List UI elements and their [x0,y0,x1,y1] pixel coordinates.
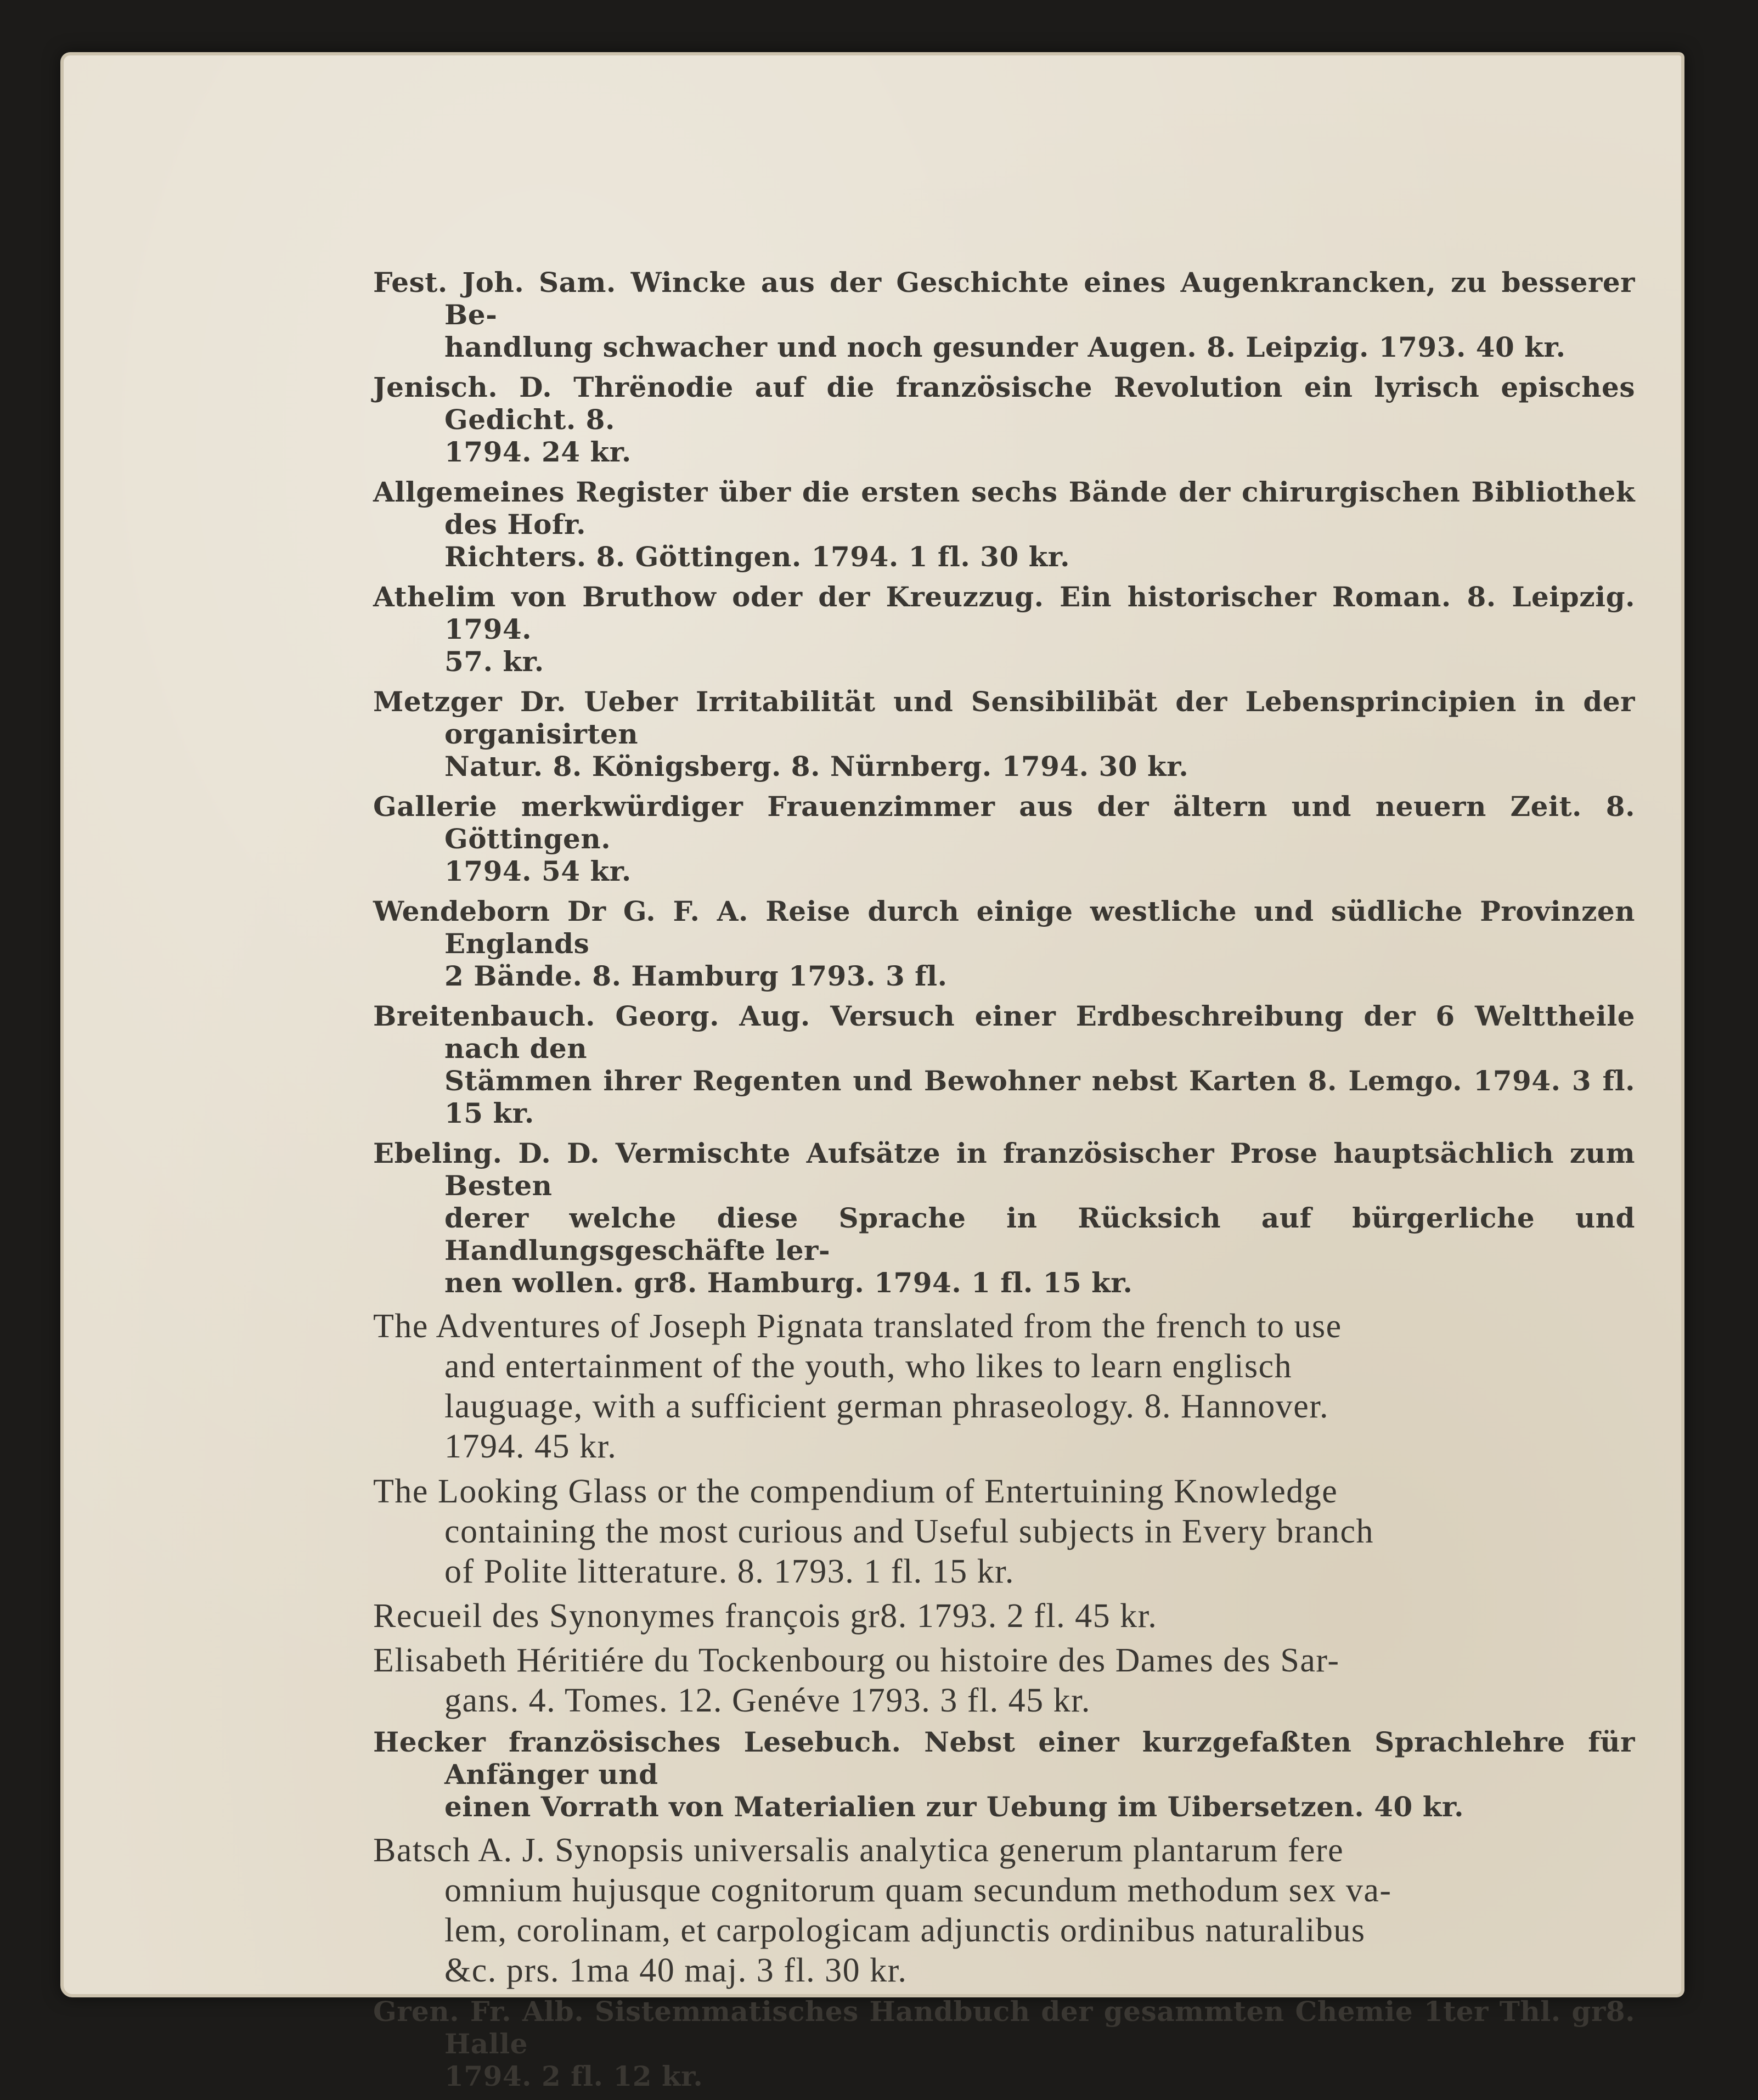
book-entry: Recueil des Synonymes françois gr8. 1793. 2 fl. 45 kr. [373,1597,1158,1635]
book-entry: The Looking Glass or the compendium of Entertuining Knowledge containing the most curious and Useful subjects in Every branch of Polite litterature. 8. 1793. 1 fl. 15 kr. [373,1472,1374,1590]
book-entry: Ebeling. D. D. Vermischte Aufsätze in französischer Prose hauptsächlich zum Besten derer welche diese Sprache in Rücksich auf bürgerliche und Handlungsgeschäfte ler- nen wollen. gr8. Hamburg. 1794. 1 fl. 15 kr. [373,1137,1635,1299]
book-entry: Athelim von Bruthow oder der Kreuzzug. Ein historischer Roman. 8. Leipzig. 1794. 57. kr. [373,581,1635,678]
book-entry: Metzger Dr. Ueber Irritabilität und Sensibilibät der Lebensprincipien in der organisirten Natur. 8. Königsberg. 8. Nürnberg. 1794. 30 kr. [373,685,1635,782]
book-entry: The Adventures of Joseph Pignata translated from the french to use and entertainment of the youth, who likes to learn englisch lauguage, with a sufficient german phraseology. 8. Hannover. 1794. 45 kr. [373,1308,1342,1466]
book-entry: Jenisch. D. Thrënodie auf die französische Revolution ein lyrisch episches Gedicht. 8. 1794. 24 kr. [373,371,1635,468]
book-entry: Gallerie merkwürdiger Frauenzimmer aus der ältern und neuern Zeit. 8. Göttingen. 1794. 54 kr. [373,790,1635,887]
book-entry: Fest. Joh. Sam. Wincke aus der Geschichte eines Augenkrancken, zu besserer Be- handlung schwacher und noch gesunder Augen. 8. Leipzig. 1793. 40 kr. [373,266,1635,363]
book-entry: Gren. Fr. Alb. Sistemmatisches Handbuch der gesammten Chemie 1ter Thl. gr8. Halle 1794. 2 fl. 12 kr. [373,1995,1635,2093]
book-entry: Allgemeines Register über die ersten sechs Bände der chirurgischen Bibliothek des Hofr. Richters. 8. Göttingen. 1794. 1 fl. 30 kr. [373,476,1635,573]
book-list [373,266,1635,2100]
book-entry: Wendeborn Dr G. F. A. Reise durch einige westliche und südliche Provinzen Englands 2 Bände. 8. Hamburg 1793. 3 fl. [373,895,1635,992]
book-entry: Hecker französisches Lesebuch. Nebst einer kurzgefaßten Sprachlehre für Anfänger und einen Vorrath von Materialien zur Uebung im Uibersetzen. 40 kr. [373,1725,1635,1823]
book-entry: Breitenbauch. Georg. Aug. Versuch einer Erdbeschreibung der 6 Welttheile nach den Stämmen ihrer Regenten und Bewohner nebst Karten 8. Lemgo. 1794. 3 fl. 15 kr. [373,1000,1635,1129]
book-entry: Elisabeth Héritiére du Tockenbourg ou histoire des Dames des Sar- gans. 4. Tomes. 12. Genéve 1793. 3 fl. 45 kr. [373,1642,1340,1720]
paper-page [60,52,1684,2093]
book-entry: Batsch A. J. Synopsis universalis analytica generum plantarum fere omnium hujusque cognitorum quam secundum methodum sex va- lem, corolinam, et carpologicam adjunctis ordinibus naturalibus &c. prs. 1ma 40 maj. 3 fl. 30 kr. [373,1831,1392,1990]
